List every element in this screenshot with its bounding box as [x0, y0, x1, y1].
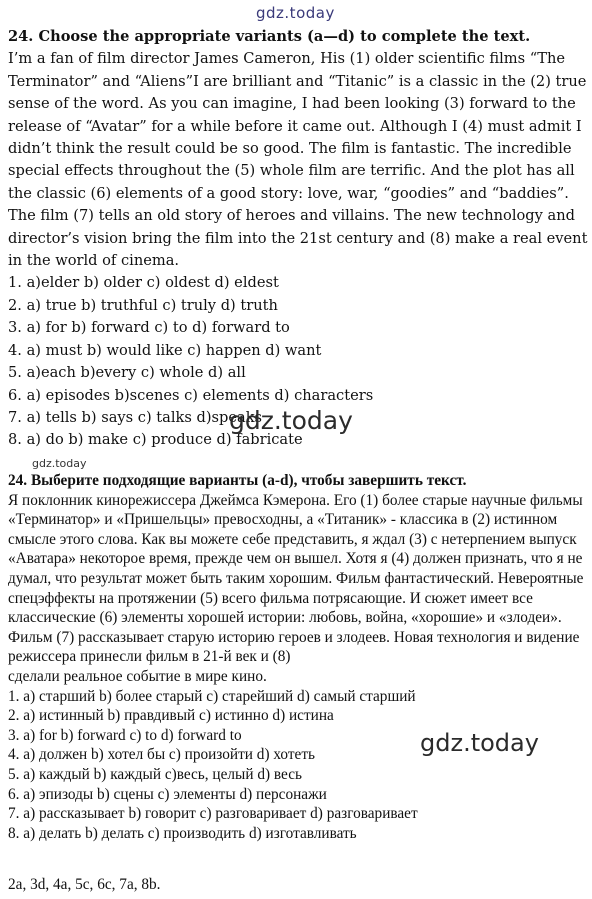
russian-option: 2. a) истинный b) правдивый c) истинно d) истина [8, 707, 334, 725]
russian-options [8, 687, 588, 844]
english-exercise [8, 26, 588, 452]
english-option: 4. a) must b) would like c) happen d) want [8, 341, 322, 359]
english-option: 3. a) for b) forward c) to d) forward to [8, 319, 290, 337]
english-text: I’m a fan of film director James Cameron, His (1) older scientific films “The Terminator” and “Aliens”I are brilliant and “Titanic” is a classic in the (2) true sense of the word. As you can imagine, I had been looking (3) forward to the release of “Avatar” for a while before it came out. Although I (4) must admit I didn’t think the result could be so good. The film is fantastic. The incredible special effects throughout the (5) whole film are terrific. And the plot has all the classic (6) elements of a good story: love, war, “goodies” and “baddies”. The film (7) tells an old story of heroes and villains. The new technology and director’s vision bring the film into the 21st century and (8) make a real event in the world of cinema. [8, 50, 588, 270]
watermark-small: gdz.today [32, 457, 87, 470]
watermark-middle: gdz.today [229, 406, 353, 435]
english-option: 8. a) do b) make c) produce d) fabricate [8, 431, 303, 449]
english-heading: 24. Choose the appropriate variants (a—d) to complete the text. [8, 28, 531, 45]
english-option: 6. a) episodes b)scenes c) elements d) characters [8, 386, 374, 404]
answer-key: 2a, 3d, 4a, 5c, 6c, 7a, 8b. [8, 876, 161, 893]
russian-option: 8. a) делать b) делать c) производить d) изготавливать [8, 824, 357, 842]
russian-option: 5. a) каждый b) каждый c)весь, целый d) весь [8, 765, 302, 783]
english-option: 7. a) tells b) says c) talks d)speaks [8, 408, 263, 426]
russian-heading: 24. Выберите подходящие варианты (a-d), чтобы завершить текст. [8, 472, 467, 489]
russian-option: 3. a) for b) forward c) to d) forward to [8, 726, 242, 744]
english-option: 2. a) true b) truthful c) truly d) truth [8, 296, 278, 314]
russian-option: 4. a) должен b) хотел бы c) произойти d) хотеть [8, 746, 316, 764]
russian-text: Я поклонник кинорежиссера Джеймса Кэмерона. Его (1) более старые научные фильмы «Терминатор» и «Пришельцы» превосходны, а «Титаник» - классика в (2) истинном смысле этого слова. Как вы можете себе представить, я ждал (3) с нетерпением выпуск «Аватара» некоторое время, прежде чем он вышел. Хотя я (4) должен признать, что я не думал, что результат может быть таким хорошим. Фильм фантастический. Невероятные спецэффекты на протяжении (5) всего фильма потрясающие. И сюжет имеет все классические (6) элементы хорошей истории: любовь, война, «хорошие» и «злодеи». Фильм (7) рассказывает старую историю героев и злодеев. Новая технология и видение режиссера принесли фильм в 21-й век и (8) [8, 491, 584, 666]
russian-option: 7. a) рассказывает b) говорит c) разговаривает d) разговаривает [8, 805, 418, 823]
russian-exercise [8, 471, 588, 843]
russian-option: 6. a) эпизоды b) сцены c) элементы d) персонажи [8, 785, 327, 803]
english-option: 5. a)each b)every c) whole d) all [8, 364, 246, 382]
english-option: 1. a)elder b) older c) oldest d) eldest [8, 274, 279, 292]
russian-option: 1. a) старший b) более старый c) старейший d) самый старший [8, 687, 416, 705]
russian-text-end: сделали реальное событие в мире кино. [8, 667, 267, 685]
watermark-lower: gdz.today [420, 729, 539, 757]
watermark-top: gdz.today [256, 4, 335, 22]
